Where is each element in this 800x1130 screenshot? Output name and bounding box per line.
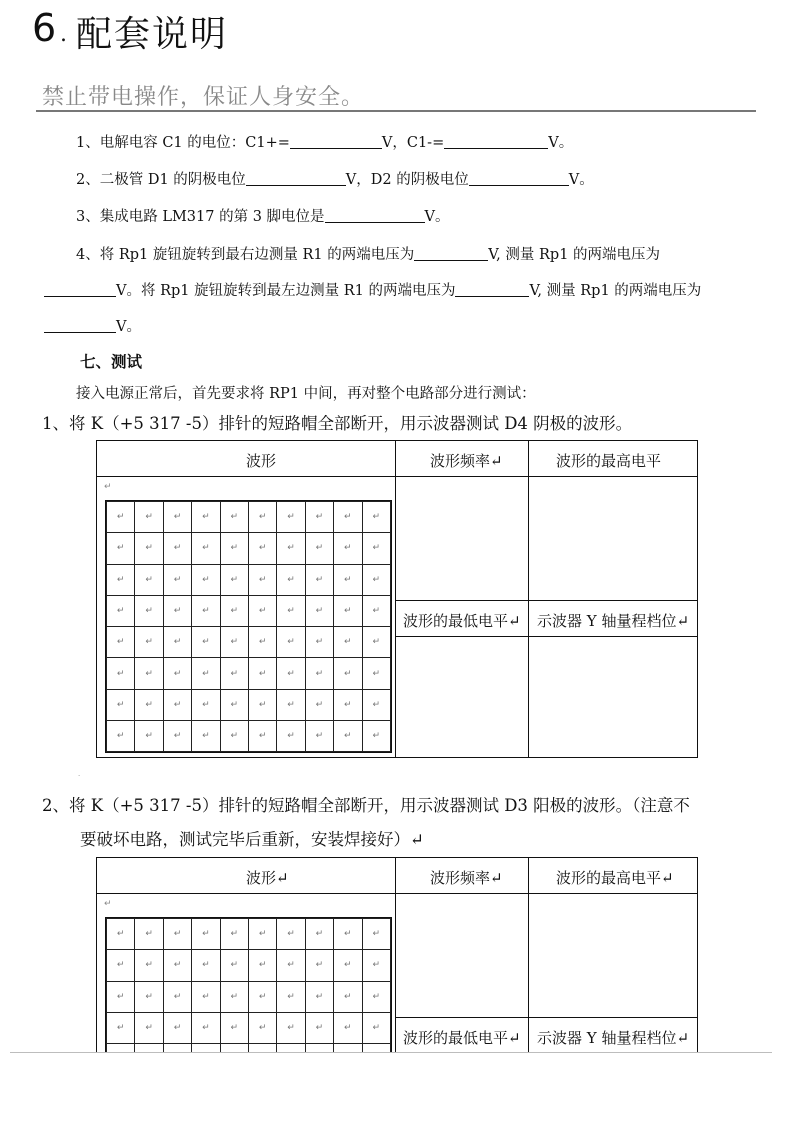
question-1-prefix: 1、电解电容 C1 的电位：C1+=: [76, 135, 290, 151]
grid-cell: ↵: [135, 950, 163, 981]
grid-1-table: [106, 501, 391, 752]
question-4-line-3-text: V。: [116, 319, 141, 335]
table-1-label-y-range: 示波器 Y 轴量程档位↵: [537, 612, 690, 630]
grid-cell: ↵: [107, 1012, 135, 1043]
grid-cell: ↵: [305, 658, 333, 689]
question-4-line-1-a: 4、将 Rp1 旋钮旋转到最右边测量 R1 的两端电压为: [76, 247, 415, 263]
grid-cell: ↵: [220, 564, 248, 595]
grid-cell: ↵: [220, 595, 248, 626]
grid-cell: ↵: [163, 502, 191, 533]
grid-cell: ↵: [220, 950, 248, 981]
grid-cell: ↵: [107, 658, 135, 689]
page-title: 配套说明: [76, 14, 229, 55]
grid-cell: ↵: [334, 919, 362, 950]
grid-cell: ↵: [305, 627, 333, 658]
grid-cell: ↵: [305, 981, 333, 1012]
grid-cell: ↵: [220, 919, 248, 950]
grid-cell: ↵: [163, 564, 191, 595]
task-2-instruction-line-2: 要破坏电路，测试完毕后重新，安装焊接好）↵: [80, 830, 424, 849]
grid-row: [107, 950, 391, 981]
grid-cell: ↵: [163, 658, 191, 689]
grid-cell: ↵: [220, 1012, 248, 1043]
grid-cell: ↵: [362, 981, 390, 1012]
grid-cell: ↵: [334, 689, 362, 720]
question-2-middle: V，D2 的阴极电位: [345, 172, 469, 188]
answer-blank-lm317-pin3[interactable]: [325, 209, 425, 223]
task-2-instruction-line-1: 2、将 K（+5 317 -5）排针的短路帽全部断开，用示波器测试 D3 阳极的波形。（注意不: [42, 796, 690, 815]
safety-warning: 禁止带电操作，保证人身安全。: [42, 85, 365, 110]
table-2-mid-rule-top: [396, 1017, 698, 1018]
grid-cell: ↵: [192, 564, 220, 595]
grid-row: [107, 1012, 391, 1043]
grid-row: [107, 981, 391, 1012]
grid-cell: ↵: [135, 564, 163, 595]
grid-cell: ↵: [107, 689, 135, 720]
grid-cell: ↵: [334, 502, 362, 533]
grid-cell: ↵: [192, 721, 220, 752]
grid-row: [107, 919, 391, 950]
question-1-middle: V，C1-=: [381, 135, 445, 151]
grid-cell: ↵: [277, 1012, 305, 1043]
grid-cell: ↵: [163, 533, 191, 564]
table-1-mid-rule-bottom: [396, 636, 698, 637]
grid-cell: ↵: [192, 502, 220, 533]
grid-cell: ↵: [248, 564, 276, 595]
answer-blank-c1-minus[interactable]: [444, 135, 548, 149]
oscilloscope-grid-1: [105, 500, 392, 753]
question-4-line-1-b: V, 测量 Rp1 的两端电压为: [488, 247, 661, 263]
table-1-header-waveform: 波形: [246, 452, 277, 470]
grid-cell: ↵: [362, 689, 390, 720]
grid-row: [107, 502, 391, 533]
section-number: 6: [32, 6, 57, 50]
grid-cell: ↵: [362, 564, 390, 595]
table-2-divider-left: [395, 857, 396, 1057]
grid-cell: ↵: [277, 950, 305, 981]
answer-blank-r1-left[interactable]: [455, 283, 529, 297]
grid-cell: ↵: [334, 564, 362, 595]
question-3: [76, 205, 450, 226]
grid-cell: ↵: [305, 919, 333, 950]
grid-cell: ↵: [163, 689, 191, 720]
grid-cell: ↵: [107, 564, 135, 595]
grid-row: [107, 533, 391, 564]
grid-row: [107, 595, 391, 626]
grid-cell: ↵: [107, 919, 135, 950]
grid-cell: ↵: [305, 533, 333, 564]
grid-cell: ↵: [107, 981, 135, 1012]
answer-blank-rp1-right[interactable]: [44, 283, 116, 297]
question-2: [76, 168, 594, 189]
answer-blank-c1-plus[interactable]: [290, 135, 382, 149]
grid-cell: ↵: [192, 595, 220, 626]
answer-blank-rp1-left[interactable]: [44, 319, 116, 333]
grid-cell: ↵: [362, 721, 390, 752]
task-1-instruction: 1、将 K（+5 317 -5）排针的短路帽全部断开，用示波器测试 D4 阴极的波形。: [42, 414, 633, 433]
question-3-prefix: 3、集成电路 LM317 的第 3 脚电位是: [76, 209, 325, 225]
grid-cell: ↵: [135, 502, 163, 533]
grid-cell: ↵: [305, 689, 333, 720]
grid-cell: ↵: [192, 950, 220, 981]
grid-cell: ↵: [334, 627, 362, 658]
page-bottom-rule: [10, 1052, 772, 1053]
grid-cell: ↵: [277, 689, 305, 720]
question-1: [76, 131, 573, 152]
grid-cell: ↵: [334, 981, 362, 1012]
grid-cell: ↵: [135, 689, 163, 720]
grid-cell: ↵: [248, 658, 276, 689]
grid-cell: ↵: [135, 658, 163, 689]
grid-cell: ↵: [135, 981, 163, 1012]
table-2-label-min-level: 波形的最低电平↵: [403, 1029, 521, 1047]
grid-cell: ↵: [220, 689, 248, 720]
grid-row: [107, 627, 391, 658]
grid-cell: ↵: [163, 721, 191, 752]
table-2-header-frequency: 波形频率↵: [430, 869, 503, 887]
grid-cell: ↵: [192, 919, 220, 950]
answer-blank-r1-right[interactable]: [414, 247, 488, 261]
grid-cell: ↵: [248, 721, 276, 752]
grid-row: [107, 721, 391, 752]
grid-cell: ↵: [192, 1012, 220, 1043]
table-1-header-max-level: 波形的最高电平: [556, 452, 662, 470]
grid-cell: ↵: [277, 658, 305, 689]
grid-cell: ↵: [362, 533, 390, 564]
grid-cell: ↵: [334, 950, 362, 981]
table-1-divider-right: [528, 440, 529, 758]
grid-cell: ↵: [277, 502, 305, 533]
oscilloscope-grid-2: [105, 917, 392, 1057]
table-1-header-rule: [96, 476, 698, 477]
grid-cell: ↵: [107, 627, 135, 658]
grid-cell: ↵: [362, 919, 390, 950]
table-1-mid-rule-top: [396, 600, 698, 601]
grid-cell: ↵: [362, 595, 390, 626]
page-bottom-margin: [0, 1053, 800, 1130]
question-4-line-2-a: V。将 Rp1 旋钮旋转到最左边测量 R1 的两端电压为: [116, 283, 456, 299]
grid-cell: ↵: [163, 627, 191, 658]
grid-cell: ↵: [248, 981, 276, 1012]
grid-row: [107, 689, 391, 720]
grid-cell: ↵: [305, 502, 333, 533]
section-intro: 接入电源正常后，首先要求将 RP1 中间，再对整个电路部分进行测试：: [76, 386, 536, 402]
warning-underline: [36, 110, 756, 112]
grid-cell: ↵: [107, 950, 135, 981]
grid-cell: ↵: [362, 627, 390, 658]
grid-cell: ↵: [334, 595, 362, 626]
grid-cell: ↵: [248, 689, 276, 720]
grid-cell: ↵: [362, 950, 390, 981]
grid-cell: ↵: [163, 1012, 191, 1043]
grid-cell: ↵: [305, 595, 333, 626]
table-1-divider-left: [395, 440, 396, 758]
grid-cell: ↵: [362, 658, 390, 689]
paragraph-mark: ↵: [104, 482, 112, 492]
grid-cell: ↵: [220, 658, 248, 689]
grid-cell: ↵: [220, 981, 248, 1012]
grid-cell: ↵: [107, 502, 135, 533]
grid-cell: ↵: [163, 595, 191, 626]
grid-cell: ↵: [135, 595, 163, 626]
grid-cell: ↵: [305, 564, 333, 595]
grid-cell: ↵: [135, 533, 163, 564]
grid-cell: ↵: [305, 950, 333, 981]
table-1-header-frequency: 波形频率↵: [430, 452, 503, 470]
grid-cell: ↵: [135, 1012, 163, 1043]
grid-cell: ↵: [248, 533, 276, 564]
table-2-header-waveform: 波形↵: [246, 869, 289, 887]
grid-row: [107, 658, 391, 689]
grid-cell: ↵: [334, 721, 362, 752]
grid-cell: ↵: [192, 689, 220, 720]
grid-cell: ↵: [248, 502, 276, 533]
grid-cell: ↵: [248, 595, 276, 626]
paragraph-mark: ↵: [104, 899, 112, 909]
grid-cell: ↵: [163, 981, 191, 1012]
grid-cell: ↵: [277, 919, 305, 950]
table-2-divider-right: [528, 857, 529, 1057]
question-2-suffix: V。: [568, 172, 594, 188]
grid-cell: ↵: [277, 627, 305, 658]
grid-cell: ↵: [220, 721, 248, 752]
table-2-header-rule: [96, 893, 698, 894]
answer-blank-d2-cathode[interactable]: [469, 172, 569, 186]
grid-cell: ↵: [334, 533, 362, 564]
grid-cell: ↵: [135, 919, 163, 950]
question-1-suffix: V。: [548, 135, 574, 151]
question-3-suffix: V。: [424, 209, 450, 225]
grid-cell: ↵: [220, 502, 248, 533]
table-2-header-max-level: 波形的最高电平↵: [556, 869, 674, 887]
table-2-label-y-range: 示波器 Y 轴量程档位↵: [537, 1029, 690, 1047]
grid-cell: ↵: [334, 658, 362, 689]
grid-cell: ↵: [248, 919, 276, 950]
grid-cell: ↵: [248, 1012, 276, 1043]
question-2-prefix: 2、二极管 D1 的阴极电位: [76, 172, 246, 188]
grid-cell: ↵: [334, 1012, 362, 1043]
stray-dot: .: [78, 770, 81, 778]
grid-cell: ↵: [277, 564, 305, 595]
grid-cell: ↵: [220, 627, 248, 658]
grid-cell: ↵: [192, 981, 220, 1012]
grid-cell: ↵: [277, 981, 305, 1012]
grid-cell: ↵: [107, 721, 135, 752]
grid-row: [107, 564, 391, 595]
grid-cell: ↵: [248, 627, 276, 658]
table-1-label-min-level: 波形的最低电平↵: [403, 612, 521, 630]
grid-cell: ↵: [163, 919, 191, 950]
section-heading: 七、测试: [80, 352, 143, 371]
grid-cell: ↵: [362, 502, 390, 533]
grid-cell: ↵: [107, 595, 135, 626]
grid-cell: ↵: [192, 658, 220, 689]
grid-cell: ↵: [107, 533, 135, 564]
answer-blank-d1-cathode[interactable]: [246, 172, 346, 186]
grid-cell: ↵: [362, 1012, 390, 1043]
grid-cell: ↵: [192, 533, 220, 564]
section-number-dot: .: [60, 22, 67, 47]
grid-cell: ↵: [220, 533, 248, 564]
grid-cell: ↵: [277, 533, 305, 564]
grid-cell: ↵: [135, 721, 163, 752]
grid-cell: ↵: [248, 950, 276, 981]
grid-cell: ↵: [277, 595, 305, 626]
grid-cell: ↵: [305, 721, 333, 752]
grid-cell: ↵: [305, 1012, 333, 1043]
grid-cell: ↵: [277, 721, 305, 752]
question-4-line-2-b: V, 测量 Rp1 的两端电压为: [529, 283, 702, 299]
question-4-line-1: [76, 243, 660, 264]
question-4-line-2: [44, 279, 701, 300]
question-4-line-3: [44, 315, 141, 336]
grid-cell: ↵: [192, 627, 220, 658]
grid-cell: ↵: [163, 950, 191, 981]
grid-cell: ↵: [135, 627, 163, 658]
